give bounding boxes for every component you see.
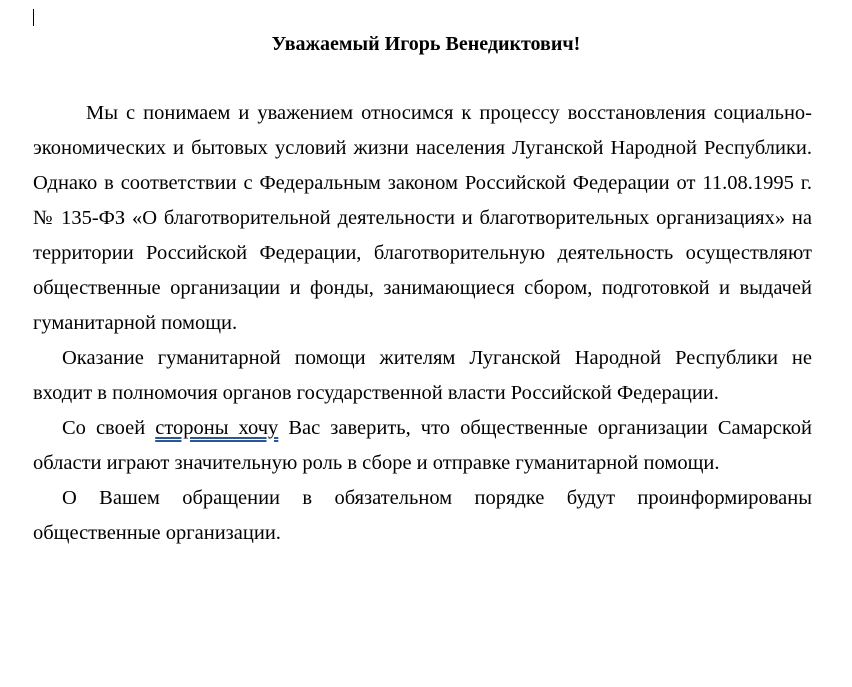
- text-cursor: [33, 9, 34, 26]
- letter-greeting: Уважаемый Игорь Венедиктович!: [271, 33, 581, 55]
- paragraph-4: О Вашем обращении в обязательном порядке будут проинформированы общественные организации.: [33, 487, 812, 544]
- grammar-flagged-phrase[interactable]: стороны хочу: [155, 417, 279, 439]
- letter-body: [33, 96, 812, 551]
- paragraph-3-start: Со своей: [62, 417, 156, 439]
- paragraph-2: Оказание гуманитарной помощи жителям Луганской Народной Республики не входит в полномочия органов государственной власти Российской Федерации.: [33, 347, 812, 404]
- paragraph-1: Мы с понимаем и уважением относимся к процессу восстановления социально-экономических и бытовых условий жизни населения Луганской Народной Республики. Однако в соответствии с Федеральным законом Российской Федерации от 11.08.1995 г. № 135-ФЗ «О благотворительной деятельности и благотворительных организациях» на территории Российской Федерации, благотворительную деятельность осуществляют общественные организации и фонды, занимающиеся сбором, подготовкой и выдачей гуманитарной помощи.: [33, 102, 812, 334]
- paragraph-3-end: Вас заверить, что общественные организации Самарской области играют значительную роль в сборе и отправке гуманитарной помощи.: [33, 417, 813, 474]
- paragraph-3: [33, 411, 812, 481]
